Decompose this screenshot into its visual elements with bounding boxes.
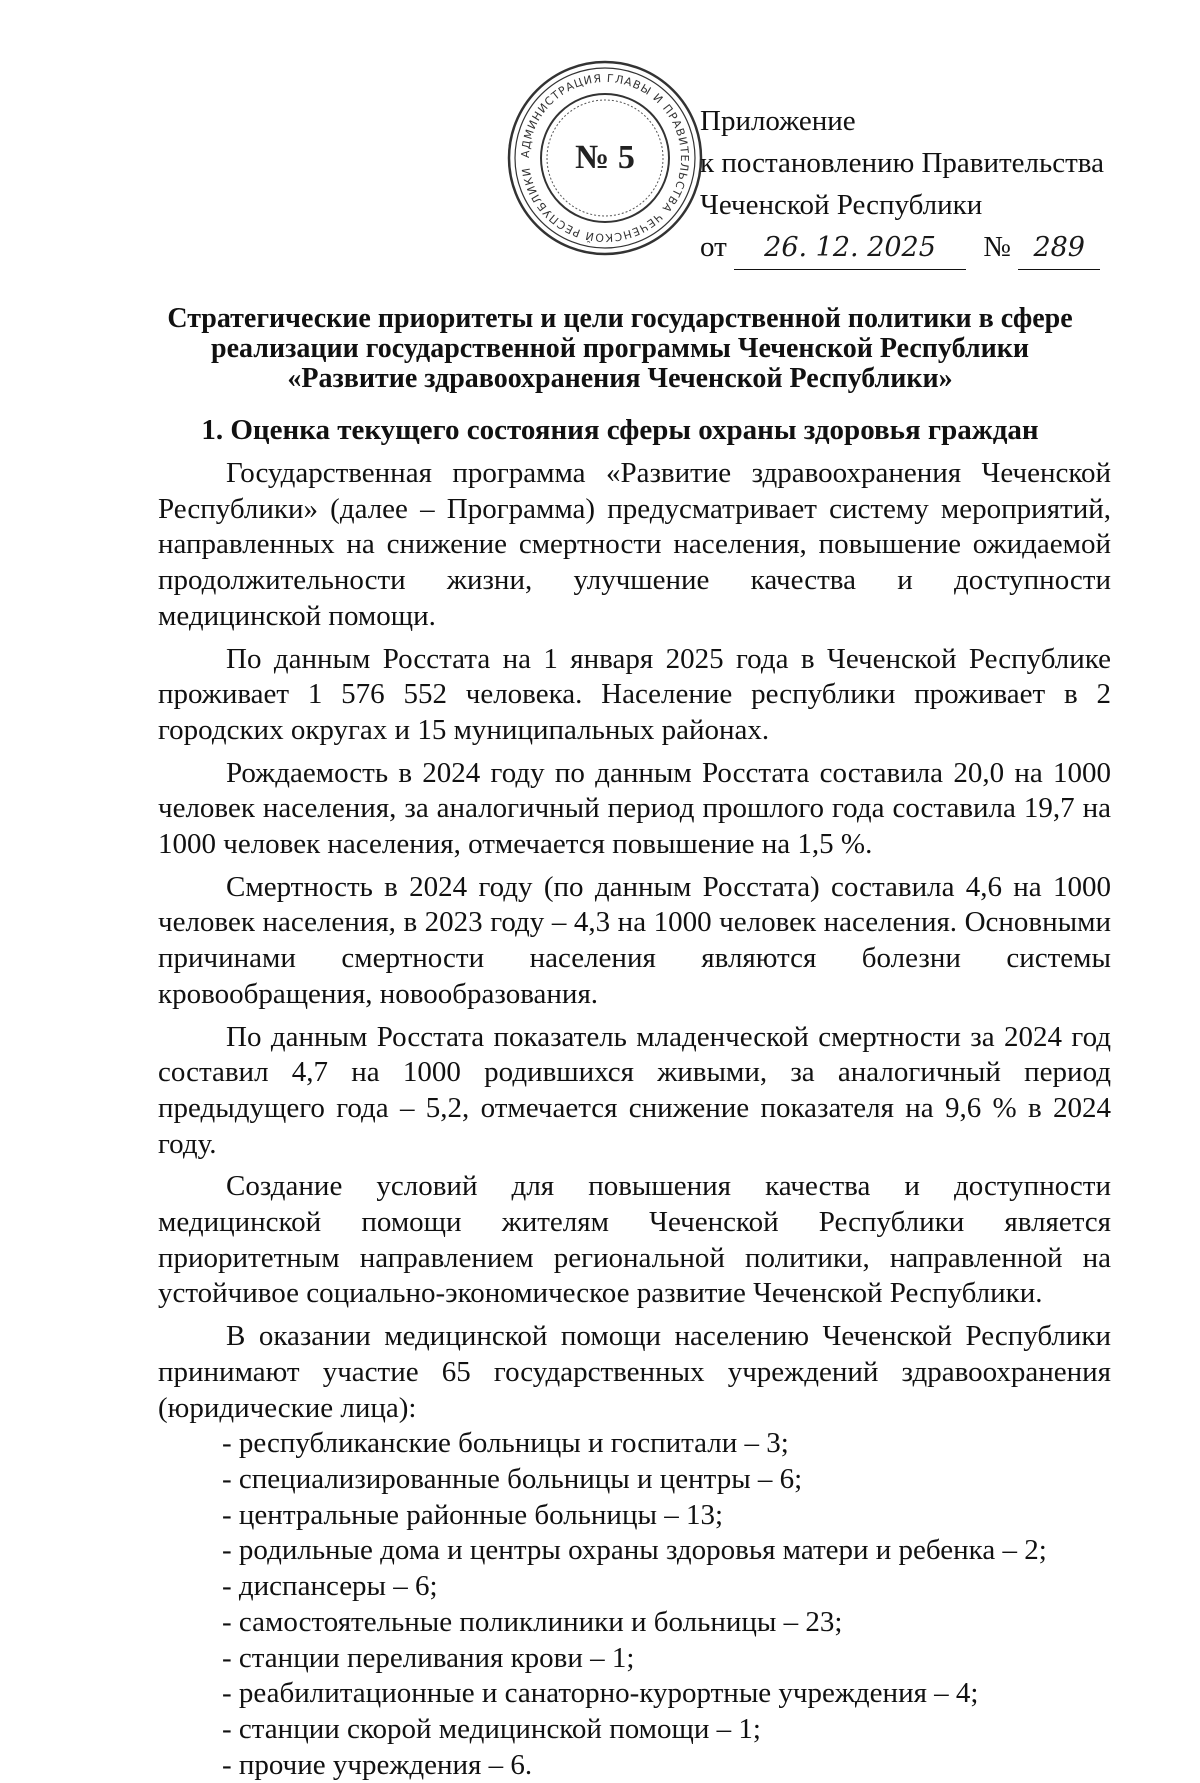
paragraph: По данным Росстата на 1 января 2025 года в Чеченской Республике проживает 1 576 552 человека. Население республики проживает в 2 городских округах и 15 муниципальных районах. xyxy=(158,642,1111,746)
paragraph: Рождаемость в 2024 году по данным Росстата составила 20,0 на 1000 человек населения, за аналогичный период прошлого года составила 19,7 на 1000 человек населения, отмечается повышение на 1,5 %. xyxy=(158,756,1111,861)
list-item: - центральные районные больницы – 13; xyxy=(222,1498,724,1531)
official-stamp xyxy=(505,58,705,258)
list-item: - станции скорой медицинской помощи – 1; xyxy=(222,1712,761,1745)
appendix-line-3: Чеченской Республики xyxy=(700,189,983,221)
handwritten-date: 26. 12. 2025 xyxy=(734,227,966,270)
document-body xyxy=(158,456,1111,1783)
paragraph: Государственная программа «Развитие здравоохранения Чеченской Республики» (далее – Программа) предусматривает систему мероприятий, направленных на снижение смертности населения, повышение ожидаемой продолжительности жизни, улучшение качества и доступности медицинской помощи. xyxy=(158,457,1111,632)
institution-list xyxy=(158,1426,1111,1783)
stamp-number: № 5 xyxy=(575,139,635,176)
paragraph: Смертность в 2024 году (по данным Росстата) составила 4,6 на 1000 человек населения, в 2023 году – 4,3 на 1000 человек населения. Основными причинами смертности населения являются болезни системы кровообращения, новообразования. xyxy=(158,870,1111,1010)
title-line-2: реализации государственной программы Чеченской Республики xyxy=(211,333,1029,364)
svg-text:АДМИНИСТРАЦИЯ ГЛАВЫ И ПРАВИТЕЛ: АДМИНИСТРАЦИЯ ГЛАВЫ И ПРАВИТЕЛЬСТВА ЧЕЧЕНСКОЙ РЕСПУБЛИКИ xyxy=(518,71,692,245)
paragraph: Создание условий для повышения качества и доступности медицинской помощи жителям Чеченской Республики является приоритетным направлением региональной политики, направленной на устойчивое социально-экономическое развитие Чеченской Республики. xyxy=(158,1170,1111,1310)
appendix-line-2: к постановлению Правительства xyxy=(700,147,1104,179)
list-item: - прочие учреждения – 6. xyxy=(222,1748,533,1781)
list-item: - реабилитационные и санаторно-курортные учреждения – 4; xyxy=(222,1677,979,1710)
list-item: - самостоятельные поликлиники и больницы – 23; xyxy=(222,1605,843,1638)
list-item: - диспансеры – 6; xyxy=(222,1570,438,1603)
title-line-1: Стратегические приоритеты и цели государственной политики в сфере xyxy=(167,303,1073,334)
paragraph: В оказании медицинской помощи населению Чеченской Республики принимают участие 65 государственных учреждений здравоохранения (юридические лица): xyxy=(158,1320,1111,1424)
title-line-3: «Развитие здравоохранения Чеченской Республики» xyxy=(287,363,953,394)
list-item: - специализированные больницы и центры – 6; xyxy=(222,1462,803,1495)
list-item: - станции переливания крови – 1; xyxy=(222,1641,635,1674)
document-title xyxy=(140,304,1100,394)
section-heading: 1. Оценка текущего состояния сферы охраны здоровья граждан xyxy=(201,414,1039,446)
list-item: - родильные дома и центры охраны здоровья матери и ребенка – 2; xyxy=(222,1534,1047,1567)
appendix-date-line xyxy=(700,226,1160,270)
paragraph: По данным Росстата показатель младенческой смертности за 2024 год составил 4,7 на 1000 родившихся живыми, за аналогичный период предыдущего года – 5,2, отмечается снижение показателя на 9,6 % в 2024 году. xyxy=(158,1020,1111,1160)
appendix-line-1: Приложение xyxy=(700,105,856,137)
appendix-header xyxy=(700,100,1160,270)
list-item: - республиканские больницы и госпитали – 3; xyxy=(222,1427,789,1460)
handwritten-number: 289 xyxy=(1018,227,1100,270)
number-prefix: № xyxy=(983,231,1011,263)
date-prefix: от xyxy=(700,231,727,263)
